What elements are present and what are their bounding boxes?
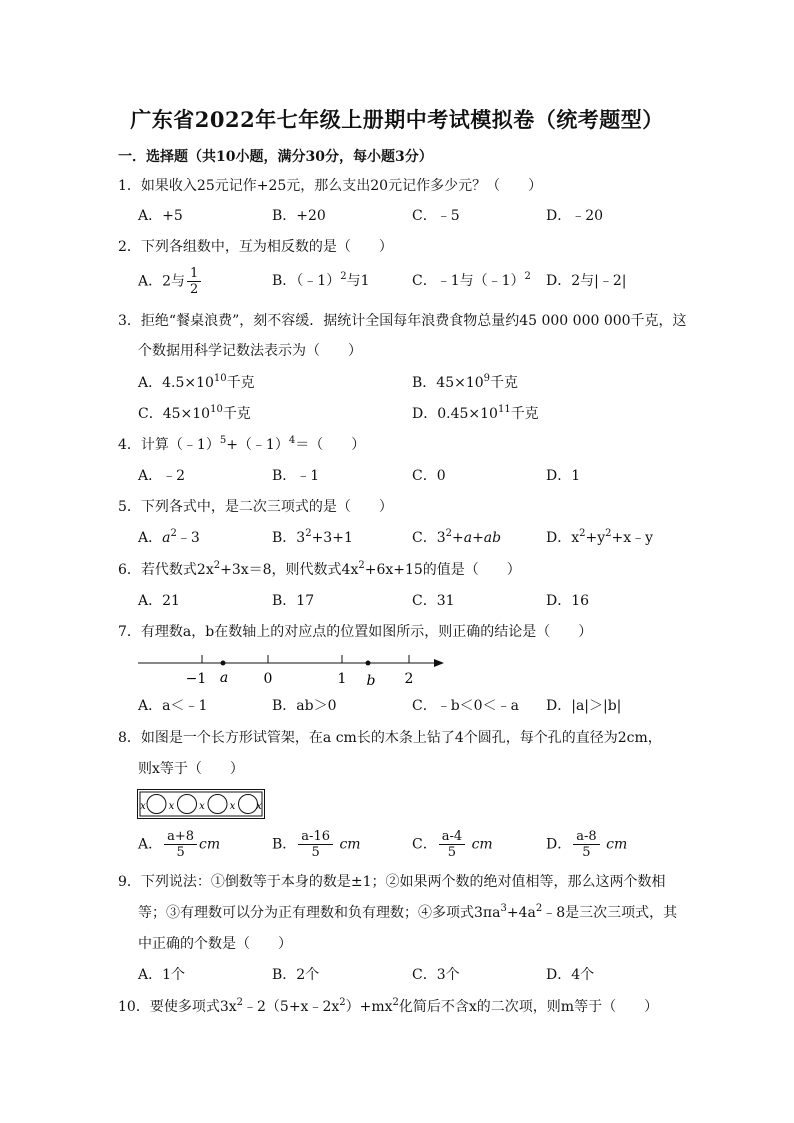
question-5-option-c [412,529,501,547]
point-a-label: a [219,670,229,686]
question-8-option-b [272,829,361,860]
fraction-denominator: 5 [447,845,457,860]
exponent: 4 [288,435,296,446]
question-9-option-c: C．3个 [412,967,460,983]
exponent: 2 [605,528,612,539]
fraction-numerator: 1 [187,266,201,282]
stem-text: ﹣8是三次三项式，其 [542,905,678,921]
option-b-text: B．（﹣1） [272,273,341,289]
question-3-option-d [412,405,539,423]
question-9-option-d: D．4个 [546,967,595,983]
question-9-stem-line-3: 中正确的个数是（ ） [138,936,292,952]
tick-label: 0 [263,671,273,687]
exponent: 3 [500,903,507,914]
option-d-tail: +x﹣y [611,530,654,546]
fraction-numerator: a-8 [573,829,599,845]
stem-text: 6．若代数式2x [118,562,214,578]
gap-label: x [256,801,262,812]
exponent: 2 [579,528,586,539]
fraction-denominator: 5 [582,845,591,860]
section-heading: 一．选择题（共10小题，满分30分，每小题3分） [118,149,433,165]
question-8-stem-line-1: 8．如图是一个长方形试管架，在a cm长的木条上钻了4个圆孔，每个孔的直径为2cm， [118,730,662,746]
stem-text: ﹣2（5+x﹣2x [243,999,340,1015]
question-6-stem [118,561,521,579]
gap-label: x [140,801,146,812]
fraction [573,829,599,860]
question-2-stem: 2．下列各组数中，互为相反数的是（ ） [118,239,393,255]
option-c-text: C． [412,836,437,853]
point-a [221,661,226,666]
exponent: 5 [219,435,227,446]
option-c-text: C．45×10 [138,406,211,422]
question-6-option-c: C．31 [412,593,455,609]
option-b-text: B． [272,836,297,853]
question-4-option-b: B．﹣1 [272,468,320,484]
exponent: 11 [497,404,511,415]
question-5-option-a [138,529,200,547]
question-5-option-b [272,529,353,547]
question-3-option-a [138,374,255,392]
option-d-middle: +y [585,530,606,546]
question-4-option-c: C．0 [412,468,446,484]
hole-circle [147,795,166,814]
hole-circle [239,795,258,814]
stem-text: +6x+15的值是（ ） [364,562,521,578]
option-a-tail: ﹣3 [176,530,200,546]
option-a-text: A．2与 [138,273,186,290]
point-b-label: b [366,673,376,689]
question-1-option-a: A．+5 [138,208,183,224]
option-b-text: B．3 [272,530,306,546]
question-8-option-a [138,829,220,860]
question-5-option-d [546,529,653,547]
exponent: 2 [213,560,221,571]
question-4-option-a: A．﹣2 [138,468,186,484]
unit-text: 千克 [222,406,251,422]
stem-text: +4a [506,905,536,921]
question-5-stem: 5．下列各式中，是二次三项式的是（ ） [118,499,393,515]
exponent: 10 [210,404,223,415]
stem-text: 4．计算（﹣1） [118,437,220,453]
exponent: 2 [358,560,365,571]
exponent: 2 [170,528,177,539]
exponent: 9 [483,373,491,384]
question-6-option-a: A．21 [138,593,180,609]
option-a-text: A．4.5×10 [138,375,214,391]
fraction-numerator: a-4 [439,829,465,845]
tick-label: 1 [337,671,347,687]
question-6-option-d: D．16 [546,593,590,609]
question-1-option-d: D．﹣20 [546,208,604,224]
question-9-option-a: A．1个 [138,967,186,983]
option-a-text: A． [138,530,163,546]
question-2-option-d: D．2与|﹣2| [546,273,627,289]
exponent: 10 [213,373,227,384]
exponent: 2 [339,997,346,1008]
question-8-stem-line-2: 则x等于（ ） [138,761,244,777]
unit-text: cm [471,836,493,853]
question-2-option-b [272,272,370,290]
unit-text: cm [199,836,221,853]
fraction-denominator: 2 [190,282,199,297]
question-4-stem [118,436,365,454]
option-b-tail: 与1 [346,273,370,289]
question-4-option-d: D．1 [546,468,581,484]
stem-text: 化简后不含x的二次项，则m等于（ ） [398,999,659,1015]
stem-text: ）+mx [345,999,393,1015]
unit-text: 千克 [226,375,255,391]
question-7-option-c: C．﹣b＜0＜﹣a [412,698,519,714]
option-b-tail: +3+1 [311,530,353,546]
stem-text: +3x＝8，则代数式4x [220,562,359,578]
unit-text: 千克 [510,406,539,422]
question-2-option-c [412,272,531,290]
option-c-text: C．3 [412,530,446,546]
number-line-figure [0,650,794,690]
option-d-text: D．x [546,530,580,546]
question-8-option-c [412,829,493,860]
fraction-one-half [187,266,201,297]
fraction-denominator: 5 [311,845,320,860]
question-7-option-a: A．a＜﹣1 [138,698,208,714]
option-c-tail: +a+ab [452,530,502,546]
fraction-denominator: 5 [176,845,185,860]
gap-label: x [229,801,236,812]
variable: a [162,530,171,546]
question-3-option-c [138,405,251,423]
exponent: 2 [535,903,543,914]
fraction [439,829,465,860]
exponent: 2 [392,997,399,1008]
fraction-numerator: a+8 [164,829,197,845]
question-7-stem: 7．有理数a，b在数轴上的对应点的位置如图所示，则正确的结论是（ ） [118,624,593,640]
tick-label: −1 [185,671,207,687]
point-b [366,661,371,666]
question-2-option-a [138,266,203,297]
question-8-option-d [546,829,627,860]
fraction [164,829,197,860]
question-1-option-b: B．+20 [272,208,326,224]
fraction-numerator: a-16 [298,829,333,845]
exponent: 2 [305,528,312,539]
tick-label: 2 [404,671,414,687]
option-d-text: D．0.45×10 [412,406,498,422]
hole-circle [208,795,227,814]
question-6-option-b: B．17 [272,593,315,609]
question-9-stem-line-2 [138,904,677,922]
unit-text: cm [339,836,361,853]
exam-title: 广东省2022年七年级上册期中考试模拟卷（统考题型） [130,107,664,132]
question-7-option-d: D．|a|＞|b| [546,698,622,714]
exponent: 2 [445,528,452,539]
fraction [298,829,333,860]
stem-text: ＝（ ） [295,437,366,453]
question-10-stem [118,998,658,1016]
question-3-stem-line-2: 个数据用科学记数法表示为（ ） [138,343,362,359]
question-9-stem-line-1: 9．下列说法：①倒数等于本身的数是±1；②如果两个数的绝对值相等，那么这两个数相 [118,874,666,890]
question-7-option-b: B．ab＞0 [272,698,337,714]
test-tube-rack-figure [137,789,267,819]
question-1-option-c: C．﹣5 [412,208,460,224]
option-a-text: A． [138,836,163,853]
option-b-text: B．45×10 [412,375,484,391]
stem-text: 10．要使多项式3x [118,999,237,1015]
stem-text: 等；③有理数可以分为正有理数和负有理数；④多项式3πa [138,905,501,921]
option-d-text: D． [546,836,572,853]
hole-circle [178,795,197,814]
question-3-stem-line-1: 3．拒绝“餐桌浪费”，刻不容缓．据统计全国每年浪费食物总量约45 000 000 000千克，这 [118,313,687,329]
question-3-option-b [412,374,518,392]
unit-text: 千克 [490,375,519,391]
exponent: 2 [236,997,243,1008]
stem-text: +（﹣1） [226,437,289,453]
option-c-text: C．﹣1与（﹣1） [412,273,525,289]
gap-label: x [168,801,175,812]
unit-text: cm [606,836,628,853]
exponent: 2 [340,271,347,282]
question-1-stem: 1．如果收入25元记作+25元，那么支出20元记作多少元？（ ） [118,178,543,194]
question-9-option-b: B．2个 [272,967,320,983]
exponent: 2 [524,271,531,282]
gap-label: x [199,801,205,812]
arrow-head-icon [434,659,444,667]
